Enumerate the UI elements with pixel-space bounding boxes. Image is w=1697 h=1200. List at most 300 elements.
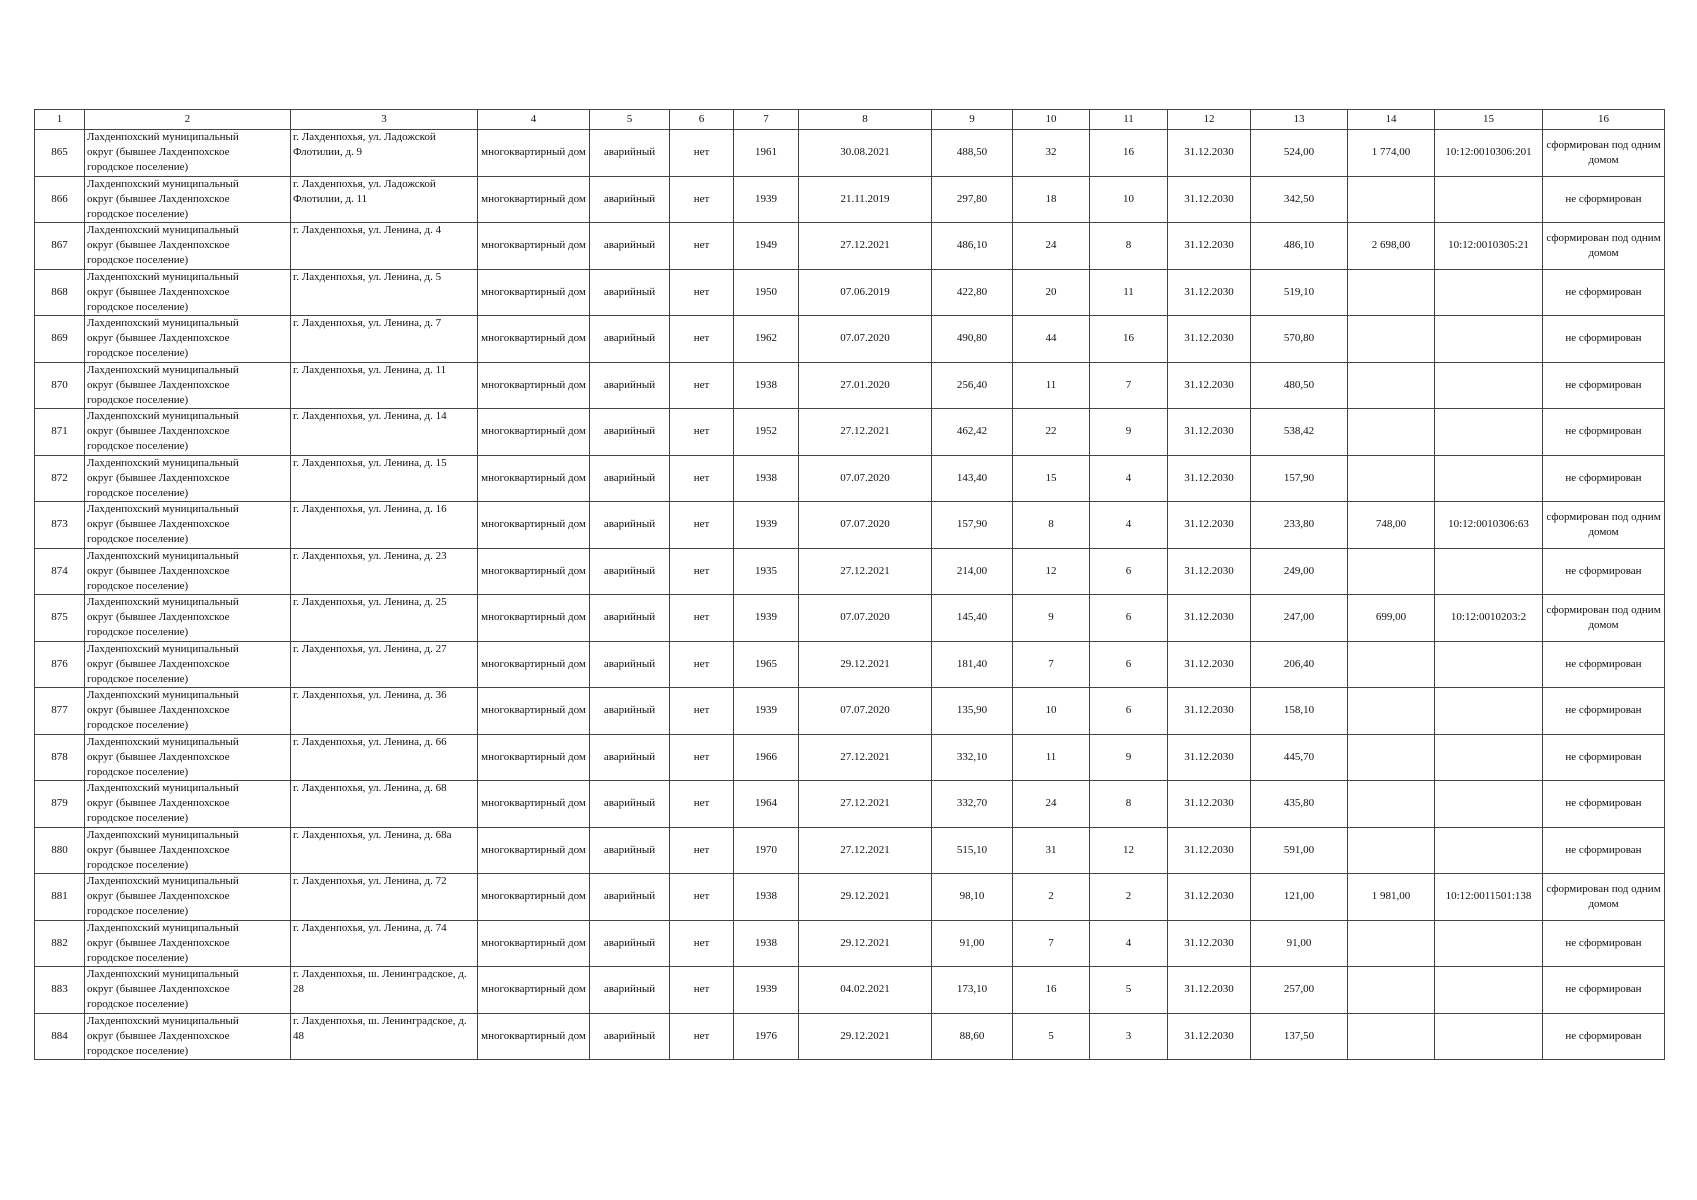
flag-cell: нет [670,1013,734,1060]
land-area-cell [1348,362,1435,409]
municipality-line: городское поселение) [87,951,189,964]
land-area-cell [1348,548,1435,595]
total-area-cell: 570,80 [1251,316,1348,363]
municipality-line: округ (бывшее Лахденпохское [87,564,230,577]
land-status-cell: сформирован под одним домом [1543,130,1665,177]
building-type-cell: многоквартирный дом [478,455,590,502]
building-type-cell: многоквартирный дом [478,176,590,223]
municipality-cell [85,967,291,1014]
address-cell: г. Лахденпохья, ул. Ладожской Флотилии, д. 11 [291,176,478,223]
total-area-cell: 91,00 [1251,920,1348,967]
column-header: 2 [85,110,291,130]
housing-register-table [34,109,1665,1060]
land-status-cell: сформирован под одним домом [1543,595,1665,642]
condition-cell: аварийный [590,827,670,874]
building-type-cell: многоквартирный дом [478,409,590,456]
year-cell: 1970 [734,827,799,874]
area-cell: 143,40 [932,455,1013,502]
apartments-cell: 7 [1090,362,1168,409]
deadline-cell: 31.12.2030 [1168,688,1251,735]
table-row [35,548,1665,595]
address-cell: г. Лахденпохья, ул. Ленина, д. 11 [291,362,478,409]
year-cell: 1939 [734,176,799,223]
deadline-cell: 31.12.2030 [1168,223,1251,270]
deadline-cell: 31.12.2030 [1168,641,1251,688]
table-row [35,316,1665,363]
area-cell: 91,00 [932,920,1013,967]
municipality-cell [85,548,291,595]
land-status-cell: не сформирован [1543,362,1665,409]
building-type-cell: многоквартирный дом [478,920,590,967]
municipality-line: округ (бывшее Лахденпохское [87,704,230,716]
table-row [35,688,1665,735]
municipality-cell [85,1013,291,1060]
flag-cell: нет [670,641,734,688]
address-cell: г. Лахденпохья, ул. Ленина, д. 23 [291,548,478,595]
total-area-cell: 445,70 [1251,734,1348,781]
building-type-cell: многоквартирный дом [478,316,590,363]
municipality-line: округ (бывшее Лахденпохское [87,471,230,484]
flag-cell: нет [670,827,734,874]
area-cell: 515,10 [932,827,1013,874]
land-status-cell: сформирован под одним домом [1543,223,1665,270]
total-area-cell: 342,50 [1251,176,1348,223]
condition-cell: аварийный [590,641,670,688]
land-status-cell: не сформирован [1543,1013,1665,1060]
year-cell: 1962 [734,316,799,363]
year-cell: 1950 [734,269,799,316]
year-cell: 1939 [734,688,799,735]
land-area-cell: 699,00 [1348,595,1435,642]
municipality-cell [85,362,291,409]
municipality-line: Лахденпохский муниципальный [87,549,239,562]
deadline-cell: 31.12.2030 [1168,967,1251,1014]
building-type-cell: многоквартирный дом [478,502,590,549]
flag-cell: нет [670,130,734,177]
flag-cell: нет [670,269,734,316]
land-area-cell [1348,409,1435,456]
land-status-cell: сформирован под одним домом [1543,502,1665,549]
municipality-line: Лахденпохский муниципальный [87,224,239,236]
municipality-cell [85,734,291,781]
municipality-cell [85,409,291,456]
land-status-cell: не сформирован [1543,781,1665,828]
apartments-cell: 9 [1090,409,1168,456]
cadastral-number-cell: 10:12:0011501:138 [1435,874,1543,921]
municipality-line: городское поселение) [87,765,189,778]
condition-cell: аварийный [590,316,670,363]
column-header: 15 [1435,110,1543,130]
land-area-cell [1348,316,1435,363]
land-area-cell [1348,269,1435,316]
condition-cell: аварийный [590,734,670,781]
column-header: 7 [734,110,799,130]
row-number: 880 [35,827,85,874]
land-area-cell [1348,688,1435,735]
residents-cell: 18 [1013,176,1090,223]
land-area-cell [1348,455,1435,502]
land-area-cell [1348,920,1435,967]
table-row [35,827,1665,874]
date-cell: 07.07.2020 [799,595,932,642]
deadline-cell: 31.12.2030 [1168,734,1251,781]
municipality-line: округ (бывшее Лахденпохское [87,657,230,670]
address-cell: г. Лахденпохья, ул. Ленина, д. 15 [291,455,478,502]
land-status-cell: не сформирован [1543,176,1665,223]
municipality-line: Лахденпохский муниципальный [87,642,239,655]
land-area-cell [1348,827,1435,874]
municipality-line: Лахденпохский муниципальный [87,317,239,329]
total-area-cell: 435,80 [1251,781,1348,828]
municipality-cell [85,641,291,688]
area-cell: 98,10 [932,874,1013,921]
deadline-cell: 31.12.2030 [1168,176,1251,223]
building-type-cell: многоквартирный дом [478,1013,590,1060]
flag-cell: нет [670,409,734,456]
municipality-line: городское поселение) [87,393,189,406]
total-area-cell: 591,00 [1251,827,1348,874]
date-cell: 27.12.2021 [799,734,932,781]
year-cell: 1961 [734,130,799,177]
total-area-cell: 538,42 [1251,409,1348,456]
municipality-cell [85,130,291,177]
area-cell: 488,50 [932,130,1013,177]
date-cell: 27.12.2021 [799,827,932,874]
deadline-cell: 31.12.2030 [1168,920,1251,967]
table-row [35,967,1665,1014]
land-status-cell: не сформирован [1543,316,1665,363]
apartments-cell: 4 [1090,455,1168,502]
total-area-cell: 137,50 [1251,1013,1348,1060]
deadline-cell: 31.12.2030 [1168,595,1251,642]
land-status-cell: не сформирован [1543,734,1665,781]
apartments-cell: 2 [1090,874,1168,921]
building-type-cell: многоквартирный дом [478,688,590,735]
area-cell: 490,80 [932,316,1013,363]
municipality-line: округ (бывшее Лахденпохское [87,750,230,763]
residents-cell: 11 [1013,734,1090,781]
apartments-cell: 4 [1090,920,1168,967]
municipality-line: городское поселение) [87,533,189,545]
column-header: 12 [1168,110,1251,130]
column-header: 11 [1090,110,1168,130]
municipality-line: Лахденпохский муниципальный [87,410,239,422]
municipality-line: городское поселение) [87,626,189,638]
municipality-line: округ (бывшее Лахденпохское [87,378,230,391]
deadline-cell: 31.12.2030 [1168,827,1251,874]
municipality-line: округ (бывшее Лахденпохское [87,611,230,623]
municipality-cell [85,827,291,874]
municipality-line: городское поселение) [87,207,189,220]
cadastral-number-cell [1435,641,1543,688]
row-number: 883 [35,967,85,1014]
area-cell: 332,70 [932,781,1013,828]
residents-cell: 12 [1013,548,1090,595]
condition-cell: аварийный [590,967,670,1014]
deadline-cell: 31.12.2030 [1168,362,1251,409]
cadastral-number-cell [1435,548,1543,595]
total-area-cell: 249,00 [1251,548,1348,595]
deadline-cell: 31.12.2030 [1168,130,1251,177]
condition-cell: аварийный [590,455,670,502]
municipality-cell [85,688,291,735]
address-cell: г. Лахденпохья, ул. Ленина, д. 66 [291,734,478,781]
table-row [35,176,1665,223]
flag-cell: нет [670,734,734,781]
municipality-line: Лахденпохский муниципальный [87,503,239,515]
land-area-cell [1348,967,1435,1014]
municipality-line: округ (бывшее Лахденпохское [87,192,230,205]
row-number: 872 [35,455,85,502]
municipality-line: округ (бывшее Лахденпохское [87,797,230,809]
municipality-line: Лахденпохский муниципальный [87,270,239,283]
municipality-cell [85,176,291,223]
condition-cell: аварийный [590,920,670,967]
residents-cell: 24 [1013,223,1090,270]
municipality-line: городское поселение) [87,347,189,359]
condition-cell: аварийный [590,874,670,921]
total-area-cell: 233,80 [1251,502,1348,549]
condition-cell: аварийный [590,1013,670,1060]
apartments-cell: 12 [1090,827,1168,874]
total-area-cell: 257,00 [1251,967,1348,1014]
flag-cell: нет [670,781,734,828]
apartments-cell: 6 [1090,641,1168,688]
row-number: 870 [35,362,85,409]
apartments-cell: 3 [1090,1013,1168,1060]
residents-cell: 31 [1013,827,1090,874]
row-number: 882 [35,920,85,967]
area-cell: 135,90 [932,688,1013,735]
date-cell: 27.12.2021 [799,781,932,828]
apartments-cell: 8 [1090,223,1168,270]
row-number: 865 [35,130,85,177]
area-cell: 486,10 [932,223,1013,270]
table-row [35,502,1665,549]
year-cell: 1935 [734,548,799,595]
land-status-cell: не сформирован [1543,455,1665,502]
column-header: 16 [1543,110,1665,130]
date-cell: 27.12.2021 [799,548,932,595]
land-status-cell: не сформирован [1543,269,1665,316]
municipality-line: городское поселение) [87,812,189,824]
row-number: 875 [35,595,85,642]
residents-cell: 7 [1013,641,1090,688]
municipality-cell [85,269,291,316]
residents-cell: 22 [1013,409,1090,456]
municipality-line: Лахденпохский муниципальный [87,735,239,748]
municipality-line: городское поселение) [87,998,189,1010]
row-number: 879 [35,781,85,828]
date-cell: 07.07.2020 [799,688,932,735]
land-area-cell: 748,00 [1348,502,1435,549]
table-row [35,1013,1665,1060]
date-cell: 30.08.2021 [799,130,932,177]
table-row [35,455,1665,502]
building-type-cell: многоквартирный дом [478,874,590,921]
municipality-cell [85,316,291,363]
year-cell: 1966 [734,734,799,781]
cadastral-number-cell [1435,316,1543,363]
condition-cell: аварийный [590,781,670,828]
address-cell: г. Лахденпохья, ул. Ленина, д. 74 [291,920,478,967]
residents-cell: 20 [1013,269,1090,316]
municipality-line: городское поселение) [87,254,189,266]
flag-cell: нет [670,316,734,363]
land-status-cell: сформирован под одним домом [1543,874,1665,921]
row-number: 866 [35,176,85,223]
condition-cell: аварийный [590,688,670,735]
address-cell: г. Лахденпохья, ул. Ленина, д. 27 [291,641,478,688]
municipality-cell [85,223,291,270]
row-number: 876 [35,641,85,688]
column-header: 6 [670,110,734,130]
building-type-cell: многоквартирный дом [478,130,590,177]
municipality-line: округ (бывшее Лахденпохское [87,983,230,995]
row-number: 871 [35,409,85,456]
apartments-cell: 8 [1090,781,1168,828]
building-type-cell: многоквартирный дом [478,548,590,595]
row-number: 873 [35,502,85,549]
apartments-cell: 16 [1090,316,1168,363]
land-area-cell [1348,781,1435,828]
cadastral-number-cell [1435,688,1543,735]
municipality-cell [85,595,291,642]
row-number: 884 [35,1013,85,1060]
address-cell: г. Лахденпохья, ул. Ленина, д. 5 [291,269,478,316]
address-cell: г. Лахденпохья, ул. Ладожской Флотилии, д. 9 [291,130,478,177]
land-status-cell: не сформирован [1543,641,1665,688]
table-row [35,409,1665,456]
date-cell: 27.12.2021 [799,409,932,456]
flag-cell: нет [670,223,734,270]
condition-cell: аварийный [590,548,670,595]
municipality-line: Лахденпохский муниципальный [87,1014,239,1027]
land-status-cell: не сформирован [1543,409,1665,456]
municipality-line: городское поселение) [87,300,189,313]
municipality-line: Лахденпохский муниципальный [87,828,239,841]
flag-cell: нет [670,688,734,735]
residents-cell: 11 [1013,362,1090,409]
column-header: 10 [1013,110,1090,130]
date-cell: 27.01.2020 [799,362,932,409]
date-cell: 29.12.2021 [799,641,932,688]
column-header: 13 [1251,110,1348,130]
date-cell: 29.12.2021 [799,1013,932,1060]
municipality-line: городское поселение) [87,440,189,452]
land-area-cell [1348,176,1435,223]
apartments-cell: 6 [1090,595,1168,642]
condition-cell: аварийный [590,595,670,642]
building-type-cell: многоквартирный дом [478,827,590,874]
column-header: 5 [590,110,670,130]
area-cell: 297,80 [932,176,1013,223]
table-row [35,920,1665,967]
municipality-line: округ (бывшее Лахденпохское [87,843,230,856]
column-header: 1 [35,110,85,130]
municipality-line: городское поселение) [87,905,189,917]
cadastral-number-cell [1435,409,1543,456]
municipality-line: городское поселение) [87,719,189,731]
area-cell: 157,90 [932,502,1013,549]
total-area-cell: 480,50 [1251,362,1348,409]
municipality-cell [85,455,291,502]
municipality-line: округ (бывшее Лахденпохское [87,425,230,437]
cadastral-number-cell [1435,967,1543,1014]
land-area-cell [1348,641,1435,688]
cadastral-number-cell [1435,920,1543,967]
cadastral-number-cell [1435,781,1543,828]
residents-cell: 7 [1013,920,1090,967]
land-status-cell: не сформирован [1543,688,1665,735]
residents-cell: 10 [1013,688,1090,735]
address-cell: г. Лахденпохья, ул. Ленина, д. 68а [291,827,478,874]
land-status-cell: не сформирован [1543,548,1665,595]
municipality-line: городское поселение) [87,486,189,499]
apartments-cell: 5 [1090,967,1168,1014]
apartments-cell: 4 [1090,502,1168,549]
area-cell: 422,80 [932,269,1013,316]
deadline-cell: 31.12.2030 [1168,874,1251,921]
cadastral-number-cell [1435,269,1543,316]
date-cell: 29.12.2021 [799,874,932,921]
address-cell: г. Лахденпохья, ул. Ленина, д. 25 [291,595,478,642]
residents-cell: 32 [1013,130,1090,177]
municipality-line: Лахденпохский муниципальный [87,131,239,143]
table-body [35,130,1665,1060]
row-number: 874 [35,548,85,595]
flag-cell: нет [670,455,734,502]
area-cell: 256,40 [932,362,1013,409]
date-cell: 07.07.2020 [799,455,932,502]
column-header: 3 [291,110,478,130]
table-row [35,269,1665,316]
year-cell: 1938 [734,874,799,921]
cadastral-number-cell: 10:12:0010306:201 [1435,130,1543,177]
municipality-line: Лахденпохский муниципальный [87,968,239,980]
total-area-cell: 206,40 [1251,641,1348,688]
row-number: 881 [35,874,85,921]
land-area-cell: 1 774,00 [1348,130,1435,177]
header-row [35,110,1665,130]
total-area-cell: 486,10 [1251,223,1348,270]
land-status-cell: не сформирован [1543,920,1665,967]
year-cell: 1938 [734,455,799,502]
year-cell: 1964 [734,781,799,828]
year-cell: 1976 [734,1013,799,1060]
land-area-cell: 2 698,00 [1348,223,1435,270]
column-header: 14 [1348,110,1435,130]
municipality-cell [85,920,291,967]
municipality-line: округ (бывшее Лахденпохское [87,146,230,158]
area-cell: 173,10 [932,967,1013,1014]
deadline-cell: 31.12.2030 [1168,409,1251,456]
condition-cell: аварийный [590,223,670,270]
flag-cell: нет [670,176,734,223]
area-cell: 181,40 [932,641,1013,688]
land-area-cell: 1 981,00 [1348,874,1435,921]
municipality-line: Лахденпохский муниципальный [87,689,239,701]
cadastral-number-cell [1435,455,1543,502]
land-area-cell [1348,1013,1435,1060]
area-cell: 88,60 [932,1013,1013,1060]
date-cell: 29.12.2021 [799,920,932,967]
table-row [35,130,1665,177]
municipality-line: городское поселение) [87,672,189,685]
deadline-cell: 31.12.2030 [1168,316,1251,363]
column-header: 4 [478,110,590,130]
apartments-cell: 10 [1090,176,1168,223]
